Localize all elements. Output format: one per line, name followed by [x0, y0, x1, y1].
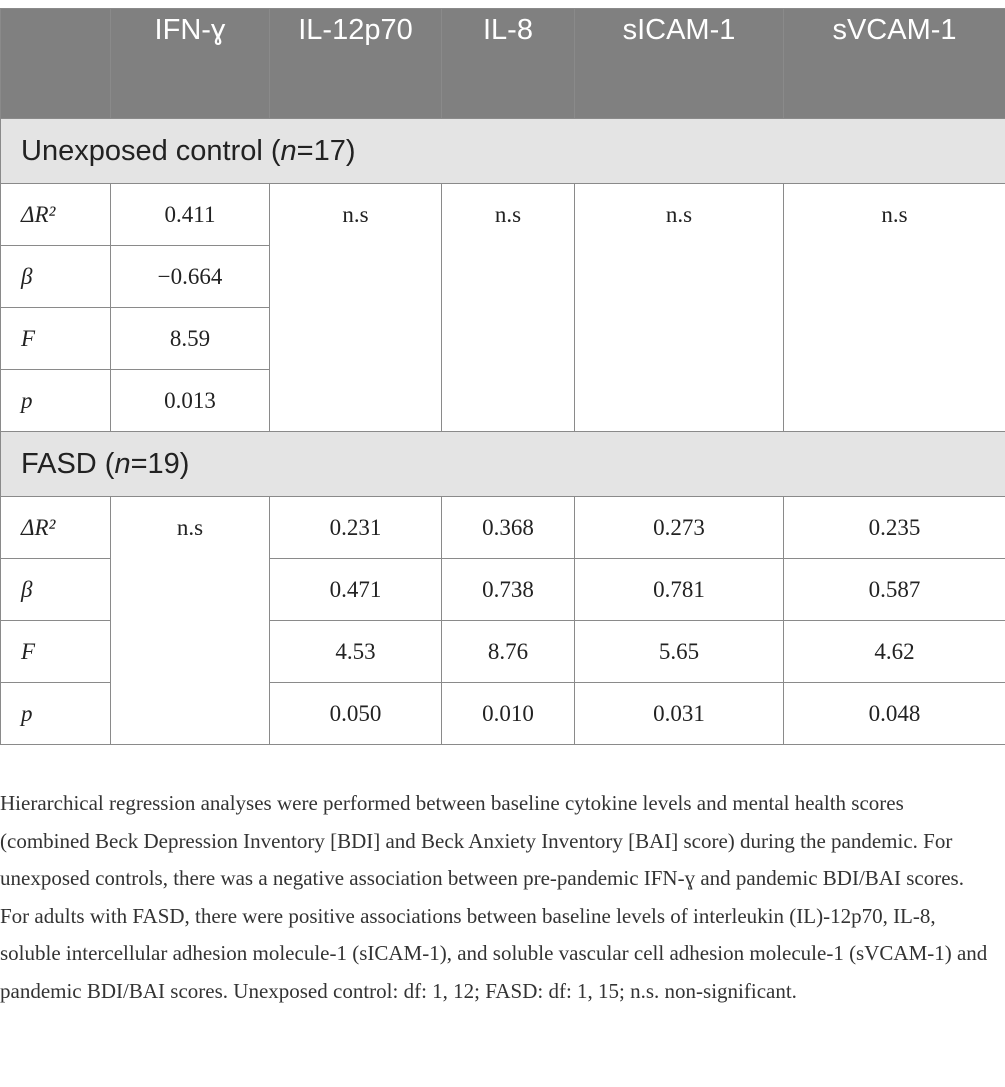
- stat-label: p: [1, 370, 111, 432]
- table-cell: 5.65: [575, 621, 784, 683]
- header-ifn-gamma: IFN-ɣ: [111, 9, 270, 119]
- stat-label: ΔR²: [1, 184, 111, 246]
- table-cell: 0.587: [784, 559, 1005, 621]
- table-cell: 4.62: [784, 621, 1005, 683]
- group-n-label: n: [114, 447, 131, 480]
- table-cell: 0.738: [442, 559, 575, 621]
- table-cell: 0.235: [784, 497, 1005, 559]
- table-cell-ns: n.s: [111, 497, 270, 745]
- table-row: [1, 497, 1005, 559]
- header-sicam-1: sICAM-1: [575, 9, 784, 119]
- group-title-fasd: [1, 432, 1005, 497]
- table-cell: 0.050: [270, 683, 442, 745]
- stat-label: ΔR²: [1, 497, 111, 559]
- table-caption: Hierarchical regression analyses were performed between baseline cytokine levels and mental health scores (combined Beck Depression Inventory [BDI] and Beck Anxiety Inventory [BAI] score) during the pandemic. For unexposed controls, there was a negative association between pre-pandemic IFN-ɣ and pandemic BDI/BAI scores. For adults with FASD, there were positive associations between baseline levels of interleukin (IL)-12p70, IL-8, soluble intercellular adhesion molecule-1 (sICAM-1), and soluble vascular cell adhesion molecule-1 (sVCAM-1) and pandemic BDI/BAI scores. Unexposed control: df: 1, 12; FASD: df: 1, 15; n.s. non-significant.: [0, 791, 988, 1003]
- group-row-fasd: [1, 432, 1005, 497]
- group-title-suffix: =17): [296, 134, 356, 167]
- header-svcam-1: sVCAM-1: [784, 9, 1005, 119]
- stat-label: β: [1, 559, 111, 621]
- header-il-12p70: IL-12p70: [270, 9, 442, 119]
- table-cell-ns: n.s: [575, 184, 784, 432]
- table-cell: 4.53: [270, 621, 442, 683]
- header-row: [1, 9, 1005, 119]
- table-cell-ns: n.s: [784, 184, 1005, 432]
- table-cell: 0.471: [270, 559, 442, 621]
- stat-label: p: [1, 683, 111, 745]
- group-title-prefix: FASD (: [21, 447, 115, 480]
- group-n-label: n: [280, 134, 297, 167]
- table-cell: −0.664: [111, 246, 270, 308]
- table-cell: 0.231: [270, 497, 442, 559]
- table-cell: 0.048: [784, 683, 1005, 745]
- table-cell: 0.010: [442, 683, 575, 745]
- table-cell: 8.76: [442, 621, 575, 683]
- table-cell: 0.013: [111, 370, 270, 432]
- group-row-unexposed: [1, 119, 1005, 184]
- group-title-unexposed: [1, 119, 1005, 184]
- header-il-8: IL-8: [442, 9, 575, 119]
- table-cell: 0.781: [575, 559, 784, 621]
- header-stat: [1, 9, 111, 119]
- table-cell: 8.59: [111, 308, 270, 370]
- table-cell: 0.273: [575, 497, 784, 559]
- table-cell: 0.411: [111, 184, 270, 246]
- table-cell-ns: n.s: [270, 184, 442, 432]
- table-cell-ns: n.s: [442, 184, 575, 432]
- table-cell: 0.368: [442, 497, 575, 559]
- group-title-prefix: Unexposed control (: [21, 134, 281, 167]
- group-title-suffix: =19): [130, 447, 190, 480]
- regression-table: [0, 8, 1005, 745]
- table-row: [1, 184, 1005, 246]
- stat-label: β: [1, 246, 111, 308]
- stat-label: F: [1, 621, 111, 683]
- table-cell: 0.031: [575, 683, 784, 745]
- stat-label: F: [1, 308, 111, 370]
